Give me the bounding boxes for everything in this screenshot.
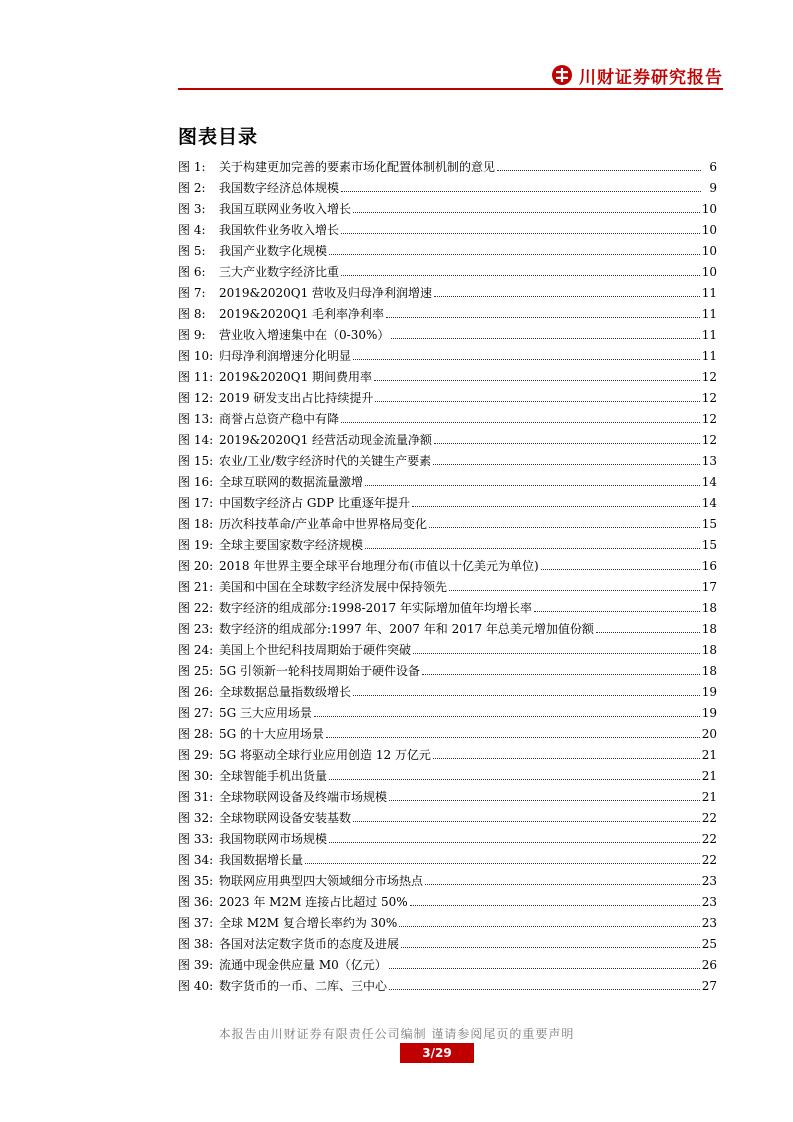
toc-leader-dots <box>374 380 700 381</box>
toc-entry-page[interactable]: 21 <box>701 790 717 804</box>
toc-entry-page[interactable]: 11 <box>701 328 717 342</box>
toc-entry-title[interactable]: 各国对法定数字货币的态度及进展 <box>219 937 400 951</box>
toc-entry-page[interactable]: 12 <box>701 433 717 447</box>
toc-entry-page[interactable]: 18 <box>701 622 717 636</box>
toc-entry-title[interactable]: 5G 三大应用场景 <box>219 706 313 720</box>
toc-entry-title[interactable]: 2023 年 M2M 连接占比超过 50% <box>219 895 408 909</box>
toc-leader-dots <box>375 401 699 402</box>
toc-entry-page[interactable]: 14 <box>701 496 717 510</box>
toc-leader-dots <box>314 716 700 717</box>
toc-leader-dots <box>413 653 700 654</box>
toc-entry[interactable] <box>178 888 717 909</box>
toc-entry-label: 图 28: <box>178 727 214 741</box>
toc-leader-dots <box>434 443 700 444</box>
toc-entry-title[interactable]: 数字货币的一币、二库、三中心 <box>219 979 388 993</box>
toc-entry-title[interactable]: 2019&2020Q1 期间费用率 <box>219 370 373 384</box>
toc-leader-dots <box>596 632 700 633</box>
toc-entry-title[interactable]: 三大产业数字经济比重 <box>219 265 340 279</box>
page-title: 图表目录 <box>178 126 259 148</box>
toc-entry-title[interactable]: 我国产业数字化规模 <box>219 244 328 258</box>
toc-leader-dots <box>365 548 700 549</box>
toc-entry-page[interactable]: 23 <box>701 916 717 930</box>
header-brand <box>551 62 723 88</box>
toc-entry-page[interactable]: 22 <box>701 853 717 867</box>
toc-entry-title[interactable]: 全球物联网设备安装基数 <box>219 811 352 825</box>
toc-entry-title[interactable]: 流通中现金供应量 M0（亿元） <box>219 958 387 972</box>
toc-entry-title[interactable]: 我国物联网市场规模 <box>219 832 328 846</box>
toc-entry-page[interactable]: 23 <box>701 874 717 888</box>
toc-entry-label: 图 39: <box>178 958 214 972</box>
toc-entry[interactable] <box>178 195 717 216</box>
toc-entry-label: 图 31: <box>178 790 214 804</box>
toc-entry-label: 图 40: <box>178 979 214 993</box>
toc-entry[interactable] <box>178 300 717 321</box>
toc-entry-label: 图 11: <box>178 370 214 384</box>
toc-leader-dots <box>305 863 700 864</box>
toc-entry[interactable] <box>178 342 717 363</box>
toc-entry-label: 图 18: <box>178 517 214 531</box>
toc-entry-title[interactable]: 我国互联网业务收入增长 <box>219 202 352 216</box>
toc-leader-dots <box>422 674 700 675</box>
toc-entry-label: 图 2: <box>178 181 206 195</box>
toc-entry-page[interactable]: 6 <box>709 160 717 174</box>
footer-disclaimer: 本报告由川财证券有限责任公司编制 谨请参阅尾页的重要声明 <box>218 1027 575 1041</box>
toc-entry-label: 图 20: <box>178 559 214 573</box>
toc-entry-title[interactable]: 我国软件业务收入增长 <box>219 223 340 237</box>
toc-entry-page[interactable]: 12 <box>701 370 717 384</box>
toc-leader-dots <box>353 821 700 822</box>
toc-entry[interactable] <box>178 657 717 678</box>
toc-leader-dots <box>410 905 700 906</box>
toc-entry-page[interactable]: 18 <box>701 664 717 678</box>
toc-entry-title[interactable]: 全球数据总量指数级增长 <box>219 685 352 699</box>
toc-entry-label: 图 17: <box>178 496 214 510</box>
toc-entry-label: 图 36: <box>178 895 214 909</box>
toc-entry[interactable] <box>178 762 717 783</box>
toc-leader-dots <box>541 569 700 570</box>
toc-entry-title[interactable]: 5G 的十大应用场景 <box>219 727 325 741</box>
toc-entry-title[interactable]: 关于构建更加完善的要素市场化配置体制机制的意见 <box>219 160 496 174</box>
toc-entry-page[interactable]: 18 <box>701 643 717 657</box>
toc-entry[interactable] <box>178 783 717 804</box>
toc-leader-dots <box>534 611 700 612</box>
toc-entry-label: 图 33: <box>178 832 214 846</box>
chuancai-logo-icon <box>551 64 573 86</box>
toc-entry-label: 图 23: <box>178 622 214 636</box>
toc-entry-label: 图 19: <box>178 538 214 552</box>
toc-entry[interactable] <box>178 930 717 951</box>
toc-entry-label: 图 24: <box>178 643 214 657</box>
toc-leader-dots <box>429 527 700 528</box>
toc-entry-title[interactable]: 美国和中国在全球数字经济发展中保持领先 <box>219 580 448 594</box>
toc-entry-label: 图 37: <box>178 916 214 930</box>
toc-leader-dots <box>399 926 699 927</box>
toc-entry-page[interactable]: 11 <box>701 349 717 363</box>
toc-entry-page[interactable]: 17 <box>701 580 717 594</box>
toc-entry-title[interactable]: 数字经济的组成部分:1998-2017 年实际增加值年均增长率 <box>219 601 532 615</box>
toc-entry-label: 图 30: <box>178 769 214 783</box>
toc-entry-label: 图 29: <box>178 748 214 762</box>
toc-entry-page[interactable]: 11 <box>701 307 717 321</box>
toc-entry-title[interactable]: 全球物联网设备及终端市场规模 <box>219 790 388 804</box>
toc-entry[interactable] <box>178 468 717 489</box>
toc-entry[interactable] <box>178 510 717 531</box>
toc-entry[interactable] <box>178 363 717 384</box>
toc-entry-title[interactable]: 营业收入增速集中在（0-30%） <box>219 328 390 342</box>
toc-leader-dots <box>329 779 700 780</box>
page-number-badge: 3/29 <box>400 1043 474 1063</box>
toc-leader-dots <box>341 191 701 192</box>
toc-entry-label: 图 8: <box>178 307 206 321</box>
toc-entry[interactable] <box>178 741 717 762</box>
toc-entry[interactable] <box>178 405 717 426</box>
toc-entry-label: 图 1: <box>178 160 206 174</box>
toc-entry-label: 图 9: <box>178 328 206 342</box>
toc-leader-dots <box>389 989 700 990</box>
toc-leader-dots <box>433 464 700 465</box>
toc-entry[interactable] <box>178 678 717 699</box>
toc-leader-dots <box>326 737 700 738</box>
toc-entry[interactable] <box>178 720 717 741</box>
toc-entry-page[interactable]: 15 <box>701 538 717 552</box>
toc-entry-label: 图 5: <box>178 244 206 258</box>
toc-entry[interactable] <box>178 447 717 468</box>
toc-entry-title[interactable]: 中国数字经济占 GDP 比重逐年提升 <box>219 496 410 510</box>
toc-leader-dots <box>329 842 700 843</box>
brand-name: 川财证券研究报告 <box>579 67 723 88</box>
toc-leader-dots <box>433 758 700 759</box>
toc-entry[interactable] <box>178 531 717 552</box>
toc-leader-dots <box>353 212 700 213</box>
toc-entry-page[interactable]: 14 <box>701 475 717 489</box>
toc-entry-page[interactable]: 11 <box>701 286 717 300</box>
toc-entry-title[interactable]: 数字经济的组成部分:1997 年、2007 年和 2017 年总美元增加值份额 <box>219 622 594 636</box>
toc-entry-label: 图 22: <box>178 601 214 615</box>
toc-entry-page[interactable]: 19 <box>701 706 717 720</box>
toc-entry-label: 图 38: <box>178 937 214 951</box>
toc-entry-label: 图 6: <box>178 265 206 279</box>
toc-entry-label: 图 7: <box>178 286 206 300</box>
toc-entry-page[interactable]: 22 <box>701 832 717 846</box>
toc-entry-title[interactable]: 2019&2020Q1 毛利率净利率 <box>219 307 385 321</box>
toc-entry[interactable] <box>178 216 717 237</box>
toc-entry-title[interactable]: 5G 引领新一轮科技周期始于硬件设备 <box>219 664 421 678</box>
toc-entry-title[interactable]: 美国上个世纪科技周期始于硬件突破 <box>219 643 412 657</box>
toc-entry-title[interactable]: 2019 研发支出占比持续提升 <box>219 391 374 405</box>
toc-entry[interactable] <box>178 846 717 867</box>
toc-entry-page[interactable]: 23 <box>701 895 717 909</box>
toc-entry[interactable] <box>178 279 717 300</box>
toc-leader-dots <box>341 275 700 276</box>
toc-entry-title[interactable]: 历次科技革命/产业革命中世界格局变化 <box>219 517 428 531</box>
toc-entry-page[interactable]: 10 <box>701 265 717 279</box>
toc-entry-label: 图 10: <box>178 349 214 363</box>
toc-entry[interactable] <box>178 636 717 657</box>
toc-entry[interactable] <box>178 972 717 993</box>
toc-entry[interactable] <box>178 321 717 342</box>
toc-entry-label: 图 21: <box>178 580 214 594</box>
toc-entry[interactable] <box>178 867 717 888</box>
toc-entry[interactable] <box>178 909 717 930</box>
toc-entry-title[interactable]: 全球 M2M 复合增长率约为 30% <box>219 916 398 930</box>
toc-leader-dots <box>341 422 700 423</box>
toc-leader-dots <box>449 590 700 591</box>
toc-entry[interactable] <box>178 804 717 825</box>
toc-entry-title[interactable]: 归母净利润增速分化明显 <box>219 349 352 363</box>
toc-entry-label: 图 26: <box>178 685 214 699</box>
toc-entry-page[interactable]: 19 <box>701 685 717 699</box>
toc-entry[interactable] <box>178 573 717 594</box>
toc-entry-label: 图 16: <box>178 475 214 489</box>
toc-entry-label: 图 3: <box>178 202 206 216</box>
toc-entry-label: 图 34: <box>178 853 214 867</box>
toc-leader-dots <box>389 968 700 969</box>
toc-entry-title[interactable]: 2019&2020Q1 经营活动现金流量净额 <box>219 433 433 447</box>
toc-entry[interactable] <box>178 951 717 972</box>
toc-leader-dots <box>497 170 701 171</box>
toc-leader-dots <box>353 695 700 696</box>
toc-leader-dots <box>412 506 700 507</box>
toc-entry-page[interactable]: 12 <box>701 391 717 405</box>
toc-leader-dots <box>401 947 700 948</box>
toc-entry[interactable] <box>178 237 717 258</box>
toc-entry-title[interactable]: 我国数字经济总体规模 <box>219 181 340 195</box>
toc-entry-page[interactable]: 26 <box>701 958 717 972</box>
toc-entry-page[interactable]: 13 <box>701 454 717 468</box>
toc-entry[interactable] <box>178 258 717 279</box>
toc-entry-title[interactable]: 2018 年世界主要全球平台地理分布(市值以十亿美元为单位) <box>219 559 539 573</box>
toc-entry[interactable] <box>178 153 717 174</box>
toc-entry-title[interactable]: 全球互联网的数据流量激增 <box>219 475 364 489</box>
toc-leader-dots <box>386 317 700 318</box>
toc-entry-page[interactable]: 21 <box>701 748 717 762</box>
toc-list <box>178 153 717 993</box>
toc-entry-page[interactable]: 20 <box>701 727 717 741</box>
toc-entry-label: 图 4: <box>178 223 206 237</box>
toc-entry-page[interactable]: 10 <box>701 223 717 237</box>
toc-entry[interactable] <box>178 552 717 573</box>
toc-entry-page[interactable]: 21 <box>701 769 717 783</box>
toc-entry-page[interactable]: 9 <box>709 181 717 195</box>
toc-entry-title[interactable]: 2019&2020Q1 营收及归母净利润增速 <box>219 286 433 300</box>
toc-entry-title[interactable]: 商誉占总资产稳中有降 <box>219 412 340 426</box>
toc-entry[interactable] <box>178 489 717 510</box>
toc-leader-dots <box>434 296 700 297</box>
toc-entry-title[interactable]: 5G 将驱动全球行业应用创造 12 万亿元 <box>219 748 431 762</box>
toc-entry[interactable] <box>178 384 717 405</box>
toc-entry[interactable] <box>178 825 717 846</box>
toc-entry-page[interactable]: 10 <box>701 202 717 216</box>
toc-leader-dots <box>391 338 699 339</box>
toc-entry-label: 图 15: <box>178 454 214 468</box>
toc-leader-dots <box>425 884 700 885</box>
toc-entry[interactable] <box>178 699 717 720</box>
toc-entry-page[interactable]: 25 <box>701 937 717 951</box>
toc-entry-title[interactable]: 物联网应用典型四大领域细分市场热点 <box>219 874 424 888</box>
toc-entry[interactable] <box>178 594 717 615</box>
toc-entry-page[interactable]: 22 <box>701 811 717 825</box>
toc-entry-page[interactable]: 27 <box>701 979 717 993</box>
toc-leader-dots <box>389 800 700 801</box>
toc-entry-title[interactable]: 农业/工业/数字经济时代的关键生产要素 <box>219 454 432 468</box>
toc-entry-page[interactable]: 10 <box>701 244 717 258</box>
toc-entry[interactable] <box>178 426 717 447</box>
header-divider <box>178 88 723 90</box>
toc-entry-title[interactable]: 我国数据增长量 <box>219 853 304 867</box>
toc-entry-page[interactable]: 15 <box>701 517 717 531</box>
toc-entry-label: 图 35: <box>178 874 214 888</box>
toc-leader-dots <box>341 233 700 234</box>
toc-entry-label: 图 32: <box>178 811 214 825</box>
toc-entry[interactable] <box>178 174 717 195</box>
toc-entry-label: 图 27: <box>178 706 214 720</box>
toc-entry-label: 图 12: <box>178 391 214 405</box>
toc-entry-label: 图 25: <box>178 664 214 678</box>
toc-entry-label: 图 14: <box>178 433 214 447</box>
toc-leader-dots <box>353 359 700 360</box>
toc-entry-page[interactable]: 12 <box>701 412 717 426</box>
toc-entry-title[interactable]: 全球主要国家数字经济规模 <box>219 538 364 552</box>
toc-entry-page[interactable]: 16 <box>701 559 717 573</box>
toc-leader-dots <box>365 485 700 486</box>
toc-entry[interactable] <box>178 615 717 636</box>
toc-leader-dots <box>329 254 700 255</box>
toc-entry-title[interactable]: 全球智能手机出货量 <box>219 769 328 783</box>
toc-entry-page[interactable]: 18 <box>701 601 717 615</box>
toc-entry-label: 图 13: <box>178 412 214 426</box>
